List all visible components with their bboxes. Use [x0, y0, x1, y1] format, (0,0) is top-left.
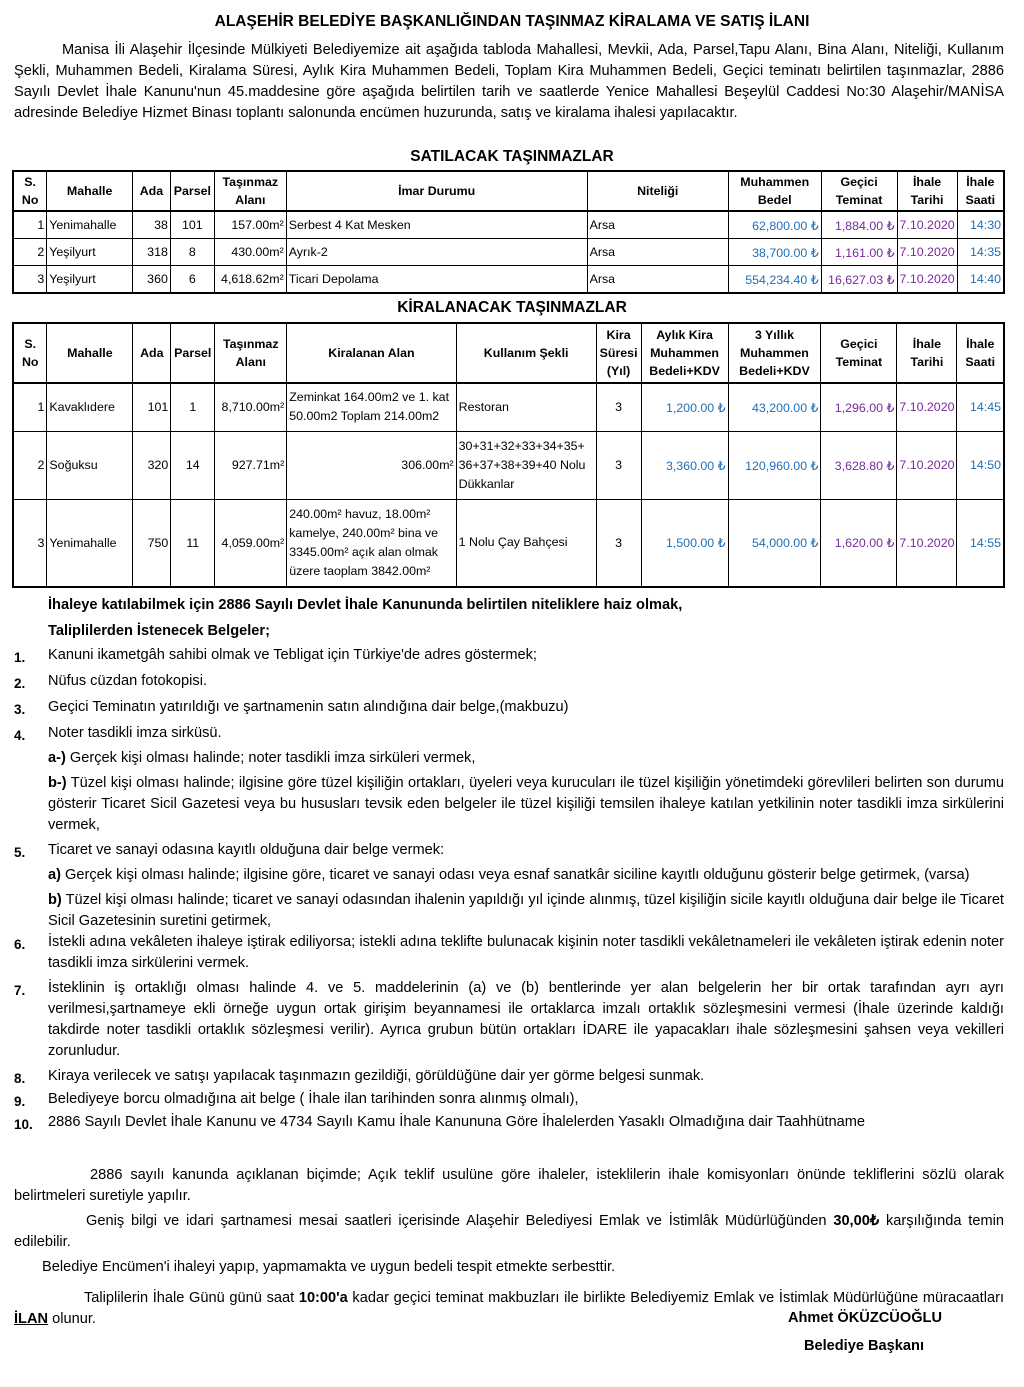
cell-tarih: 7.10.2020 — [897, 211, 957, 239]
item-number: 5. — [14, 845, 26, 860]
col-kullanim: Kullanım Şekli — [456, 323, 596, 383]
footer-text-part: Taliplilerin İhale Günü günü saat — [84, 1290, 299, 1306]
sub-text: Gerçek kişi olması halinde; ilgisine göre, ticaret ve sanayi odası veya esnaf sanatkâr siciline kayıtlı olduğunu gösterir belge getirmek, (varsa) — [60, 867, 970, 883]
item-text: İstekli adına vekâleten ihaleye iştirak ediliyorsa; istekli adına teklifte bulunacak kişinin noter tasdikli vekâletnameleri ile vekâleten iştirak edenin noter tasdikli imza sirkülerini vermek. — [48, 934, 1004, 971]
cell-teminat: 1,620.00 ₺ — [821, 499, 897, 587]
cell-imar: Ticari Depolama — [286, 266, 587, 294]
footer-paragraph: Belediye Encümen'i ihaleyi yapıp, yapmamakta ve uygun bedeli tespit etmekte serbesttir. — [42, 1259, 616, 1275]
cell-saat: 14:50 — [957, 431, 1004, 499]
deadline-time: 10:00'a — [298, 1290, 348, 1306]
cell-no: 2 — [13, 239, 47, 266]
footer-paragraph: 2886 sayılı kanunda açıklanan biçimde; Açık teklif usulüne göre ihaleler, isteklilerin ihale komisyonları önünde tekliflerini sözlü olarak belirtmeleri suretiyle yapılır. — [14, 1167, 1004, 1204]
item-number: 4. — [14, 728, 26, 743]
cell-kiralanan: 240.00m² havuz, 18.00m² kamelye, 240.00m² bina ve 3345.00m² açık alan olmak üzere taoplam 3842.00m² — [287, 499, 456, 587]
cell-ada: 318 — [133, 239, 171, 266]
col-mahalle: Mahalle — [47, 171, 133, 211]
col-teminat: Geçici Teminat — [821, 323, 897, 383]
rent-table — [12, 322, 1005, 588]
cell-teminat: 1,296.00 ₺ — [821, 383, 897, 431]
col-parsel: Parsel — [170, 171, 214, 211]
cell-tarih: 7.10.2020 — [897, 431, 957, 499]
footer-text-part: Geniş bilgi ve idari şartnamesi mesai saatleri içerisinde Alaşehir Belediyesi Emlak ve İstimlâk Müdürlüğünden — [86, 1213, 834, 1229]
item-number: 10. — [14, 1117, 33, 1132]
footer-text-part: karşılığında temin edilebilir. — [14, 1213, 1004, 1250]
cell-yillik: 54,000.00 ₺ — [728, 499, 821, 587]
list-item — [14, 1089, 1004, 1110]
col-sure: Kira Süresi (Yıl) — [596, 323, 641, 383]
ilan-word: İLAN — [14, 1311, 49, 1327]
sub-mark: b) — [48, 892, 62, 908]
col-mahalle: Mahalle — [47, 323, 133, 383]
item-text: Noter tasdikli imza sirküsü. — [48, 725, 222, 741]
footer-text — [14, 1165, 1004, 1330]
cell-alan: 157.00m² — [214, 211, 286, 239]
cell-no: 3 — [13, 266, 47, 294]
table-row — [13, 211, 1004, 239]
cell-parsel: 8 — [170, 239, 214, 266]
item-number: 7. — [14, 983, 26, 998]
cell-saat: 14:30 — [957, 211, 1004, 239]
cell-nitelik: Arsa — [587, 266, 728, 294]
cell-sure: 3 — [596, 383, 641, 431]
requirements-intro — [48, 592, 682, 644]
sub-text: Tüzel kişi olması halinde; ilgisine göre tüzel kişiliğin ortakları, üyeleri veya kurucuları ile tüzel kişiliğin yönetimdeki görevlileri belirten son durumu gösterir Ticaret Sicil Gazetesi veya bu hususları tevsik eden belgeler ile tüzel kişiliği temsilen ihaleye katılan yetkilinin noter tasdikli imza sirkülerini vermek, — [48, 775, 1004, 833]
item-text: Belediyeye borcu olmadığına ait belge ( İhale ilan tarihinden sonra alınmış olmalı), — [48, 1091, 579, 1107]
col-imar: İmar Durumu — [286, 171, 587, 211]
sub-item — [14, 865, 1004, 886]
page-title: ALAŞEHİR BELEDİYE BAŞKANLIĞINDAN TAŞINMAZ KİRALAMA VE SATIŞ İLANI — [214, 13, 810, 30]
cell-bedel: 38,700.00 ₺ — [728, 239, 821, 266]
cell-aylik: 3,360.00 ₺ — [641, 431, 728, 499]
cell-teminat: 3,628.80 ₺ — [821, 431, 897, 499]
cell-kullanim: 30+31+32+33+34+35+ 36+37+38+39+40 Nolu Dükkanlar — [456, 431, 596, 499]
cell-parsel: 14 — [171, 431, 215, 499]
cell-yillik: 120,960.00 ₺ — [728, 431, 821, 499]
cell-mahalle: Yeşilyurt — [47, 239, 133, 266]
table-row — [13, 239, 1004, 266]
cell-nitelik: Arsa — [587, 211, 728, 239]
cell-alan: 4,059.00m² — [215, 499, 287, 587]
col-yillik: 3 Yıllık Muhammen Bedeli+KDV — [728, 323, 821, 383]
item-text: Geçici Teminatın yatırıldığı ve şartnamenin satın alındığına dair belge,(makbuzu) — [48, 699, 569, 715]
cell-bedel: 62,800.00 ₺ — [728, 211, 821, 239]
cell-imar: Serbest 4 Kat Mesken — [286, 211, 587, 239]
item-number: 1. — [14, 650, 26, 665]
sub-item — [14, 748, 1004, 769]
list-item — [14, 840, 1004, 861]
col-tarih: İhale Tarihi — [897, 171, 957, 211]
cell-kullanim: Restoran — [456, 383, 596, 431]
table-row — [13, 383, 1004, 431]
cell-mahalle: Yenimahalle — [47, 499, 133, 587]
item-number: 6. — [14, 937, 26, 952]
col-nitelik: Niteliği — [587, 171, 728, 211]
cell-parsel: 11 — [171, 499, 215, 587]
cell-tarih: 7.10.2020 — [897, 266, 957, 294]
cell-saat: 14:55 — [957, 499, 1004, 587]
rent-heading: KİRALANACAK TAŞINMAZLAR — [397, 299, 627, 316]
item-number: 3. — [14, 702, 26, 717]
item-text: Nüfus cüzdan fotokopisi. — [48, 673, 207, 689]
cell-mahalle: Yeşilyurt — [47, 266, 133, 294]
table-row — [13, 499, 1004, 587]
requirements-list — [14, 645, 1004, 1133]
intro-paragraph: Manisa İli Alaşehir İlçesinde Mülkiyeti Belediyemize ait aşağıda tabloda Mahallesi, Mevkii, Ada, Parsel,Tapu Alanı, Bina Alanı, Niteliği, Kullanım Şekli, Muhammen Bedeli, Kiralama Süresi, Aylık Kira Muhammen Bedeli, Toplam Kira Muhammen Bedeli, Geçici teminatı belirtilen taşınmazlar, 2886 Sayılı Devlet İhale Kanunu'nun 45.maddesine göre aşağıda belirtilen tarih ve saatlerde Yenice Mahallesi Beşeylül Caddesi No:30 Alaşehir/MANİSA adresinde Belediye Hizmet Binası toplantı salonunda encümen huzurunda, satış ve kiralama ihalesi yapılacaktır. — [14, 42, 1004, 121]
cell-aylik: 1,200.00 ₺ — [641, 383, 728, 431]
sale-heading: SATILACAK TAŞINMAZLAR — [410, 148, 614, 165]
signature-role: Belediye Başkanı — [803, 1338, 924, 1354]
cell-aylik: 1,500.00 ₺ — [641, 499, 728, 587]
requirements-line: İhaleye katılabilmek için 2886 Sayılı Devlet İhale Kanununda belirtilen niteliklere haiz olmak, — [48, 597, 683, 613]
sale-table — [12, 170, 1005, 294]
cell-yillik: 43,200.00 ₺ — [728, 383, 821, 431]
list-item — [14, 1066, 1004, 1087]
cell-parsel: 6 — [170, 266, 214, 294]
cell-no: 1 — [13, 211, 47, 239]
cell-mahalle: Kavaklıdere — [47, 383, 133, 431]
item-text: İsteklinin iş ortaklığı olması halinde 4. ve 5. maddelerinin (a) ve (b) bentlerinde yer alan belgelerin her bir ortak tarafından ayrı ayrı verilmesi,şartnameye ekli örneğe uygun ortak girişim beyannamesi ile ortaklarca imzalı ortaklık sözleşmesini vermesi (İhale üzerinde kaldığı takdirde noter tasdikli ortaklık sözleşmesi verilir). Ayrıca grubun bütün ortakları İDARE ile yapacakları ihale sözleşmesini şahsen veya vekilleri zorunludur. — [48, 980, 1004, 1059]
cell-teminat: 16,627.03 ₺ — [821, 266, 897, 294]
list-item — [14, 645, 1004, 666]
cell-alan: 8,710.00m² — [215, 383, 287, 431]
sub-item — [14, 773, 1004, 836]
col-tarih: İhale Tarihi — [897, 323, 957, 383]
cell-alan: 430.00m² — [214, 239, 286, 266]
col-bedel: Muhammen Bedel — [728, 171, 821, 211]
cell-ada: 101 — [133, 383, 171, 431]
col-alan: Taşınmaz Alanı — [215, 323, 287, 383]
list-item — [14, 978, 1004, 1062]
col-parsel: Parsel — [171, 323, 215, 383]
footer-text-part: kadar geçici teminat makbuzları ile birlikte Belediyemiz Emlak ve İstimlak Müdürlüğüne müracaatları — [347, 1290, 1004, 1306]
cell-tarih: 7.10.2020 — [897, 499, 957, 587]
cell-ada: 320 — [133, 431, 171, 499]
item-text: Kanuni ikametgâh sahibi olmak ve Tebligat için Türkiye'de adres göstermek; — [48, 647, 537, 663]
cell-saat: 14:40 — [957, 266, 1004, 294]
cell-mahalle: Soğuksu — [47, 431, 133, 499]
sub-mark: a-) — [48, 750, 66, 766]
cell-alan: 4,618.62m² — [214, 266, 286, 294]
list-item — [14, 1112, 1004, 1133]
cell-tarih: 7.10.2020 — [897, 239, 957, 266]
col-teminat: Geçici Teminat — [821, 171, 897, 211]
cell-sure: 3 — [596, 431, 641, 499]
item-text: Kiraya verilecek ve satışı yapılacak taşınmazın gezildiği, görüldüğüne dair yer görme belgesi sunmak. — [48, 1068, 705, 1084]
cell-imar: Ayrık-2 — [286, 239, 587, 266]
sub-text: Gerçek kişi olması halinde; noter tasdikli imza sirküleri vermek, — [65, 750, 476, 766]
cell-kullanim: 1 Nolu Çay Bahçesi — [456, 499, 596, 587]
fee-amount: 30,00₺ — [833, 1213, 880, 1229]
cell-bedel: 554,234.40 ₺ — [728, 266, 821, 294]
col-no: S. No — [13, 171, 47, 211]
cell-tarih: 7.10.2020 — [897, 383, 957, 431]
cell-sure: 3 — [596, 499, 641, 587]
cell-teminat: 1,161.00 ₺ — [821, 239, 897, 266]
list-item — [14, 697, 1004, 718]
sub-item — [14, 890, 1004, 932]
cell-saat: 14:35 — [957, 239, 1004, 266]
col-saat: İhale Saati — [957, 171, 1004, 211]
col-saat: İhale Saati — [957, 323, 1004, 383]
requirements-subtitle: Taliplilerden İstenecek Belgeler; — [48, 623, 270, 639]
cell-saat: 14:45 — [957, 383, 1004, 431]
item-number: 9. — [14, 1094, 26, 1109]
cell-kiralanan: 306.00m² — [287, 431, 456, 499]
sub-text: Tüzel kişi olması halinde; ticaret ve sanayi odasından ihalenin yapıldığı yıl içinde alınmış, tüzel kişiliğin sicile kayıtlı olduğuna dair belge ile Ticaret Sicil Gazetesinin suretini getirmek, — [48, 892, 1004, 929]
col-kiralanan: Kiralanan Alan — [287, 323, 456, 383]
signature-name: Ahmet ÖKÜZCÜOĞLU — [787, 1310, 942, 1326]
item-number: 8. — [14, 1071, 26, 1086]
list-item — [14, 932, 1004, 974]
cell-teminat: 1,884.00 ₺ — [821, 211, 897, 239]
item-text: Ticaret ve sanayi odasına kayıtlı olduğuna dair belge vermek: — [48, 842, 445, 858]
col-ada: Ada — [133, 171, 171, 211]
col-no: S. No — [13, 323, 47, 383]
item-text: 2886 Sayılı Devlet İhale Kanunu ve 4734 Sayılı Kamu İhale Kanununa Göre İhalelerden Yasaklı Olmadığına dair Taahhütname — [48, 1114, 865, 1130]
footer-paragraph — [14, 1211, 1004, 1253]
col-alan: Taşınmaz Alanı — [214, 171, 286, 211]
cell-alan: 927.71m² — [215, 431, 287, 499]
cell-mahalle: Yenimahalle — [47, 211, 133, 239]
cell-no: 3 — [13, 499, 47, 587]
table-row — [13, 431, 1004, 499]
cell-ada: 360 — [133, 266, 171, 294]
cell-no: 1 — [13, 383, 47, 431]
cell-no: 2 — [13, 431, 47, 499]
footer-text-part: olunur. — [48, 1311, 96, 1327]
col-aylik: Aylık Kira Muhammen Bedeli+KDV — [641, 323, 728, 383]
sub-mark: b-) — [48, 775, 67, 791]
cell-parsel: 101 — [170, 211, 214, 239]
cell-parsel: 1 — [171, 383, 215, 431]
cell-kiralanan: Zeminkat 164.00m2 ve 1. kat 50.00m2 Toplam 214.00m2 — [287, 383, 456, 431]
cell-ada: 38 — [133, 211, 171, 239]
item-number: 2. — [14, 676, 26, 691]
list-item — [14, 723, 1004, 744]
col-ada: Ada — [133, 323, 171, 383]
sub-mark: a) — [48, 867, 61, 883]
table-row — [13, 266, 1004, 294]
cell-nitelik: Arsa — [587, 239, 728, 266]
cell-ada: 750 — [133, 499, 171, 587]
list-item — [14, 671, 1004, 692]
